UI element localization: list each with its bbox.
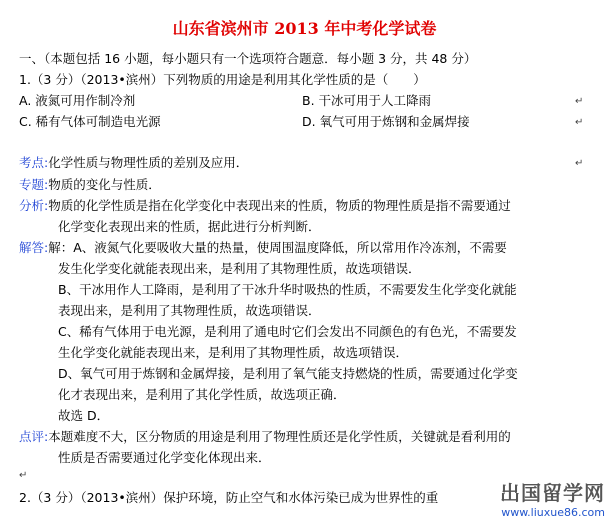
fenxi-row: [19, 198, 511, 214]
document-title: 山东省滨州市 2013 年中考化学试卷: [172, 19, 437, 38]
jieda-label: 解答:: [19, 240, 49, 255]
jieda-row: [19, 240, 507, 256]
fenxi-label: 分析:: [19, 198, 49, 213]
option-b: B. 干冰可用于人工降雨: [302, 93, 432, 108]
zhuanti-row: [19, 177, 161, 193]
jieda-text-8: 化才表现出来，是利用了其化学性质，故选项正确．: [58, 387, 346, 402]
jieda-text-6: 生化学变化就能表现出来，是利用了其物理性质，故选项错误．: [58, 345, 409, 360]
option-c: C. 稀有气体可制造电光源: [19, 114, 161, 129]
kaodian-row: [19, 155, 248, 171]
dianping-text-1: 本题难度不大，区分物质的用途是利用了物理性质还是化学性质，关键就是看利用的: [48, 429, 511, 444]
return-arrow-icon: ↵: [19, 470, 28, 481]
jieda-text-1: 解：A、液氮气化要吸收大量的热量，使周围温度降低，所以常用作冷冻剂，不需要: [48, 240, 507, 255]
jieda-text-7: D、氧气可用于炼钢和金属焊接，是利用了氧气能支持燃烧的性质，需要通过化学变: [58, 366, 518, 381]
question-1-stem: 1.（3 分）（2013•滨州）下列物质的用途是利用其化学性质的是（ ）: [19, 72, 426, 87]
dianping-text-2: 性质是否需要通过化学变化体现出来．: [58, 450, 271, 465]
jieda-text-5: C、稀有气体用于电光源，是利用了通电时它们会发出不同颜色的有色光，不需要发: [58, 324, 517, 339]
watermark-logo-text: 出国留学网: [500, 481, 605, 505]
dianping-row: [19, 429, 511, 445]
jieda-text-4: 表现出来，是利用了其物理性质，故选项错误．: [58, 303, 321, 318]
section-heading: 一、（本题包括 16 小题，每小题只有一个选项符合题意．每小题 3 分，共 48 分）: [19, 51, 477, 66]
watermark-url: www.liuxue86.com: [501, 506, 605, 519]
zhuanti-text: 物质的变化与性质．: [48, 177, 161, 192]
return-arrow-icon: ↵: [575, 117, 584, 128]
option-d: D. 氧气可用于炼钢和金属焊接: [302, 114, 470, 129]
fenxi-text-1: 物质的化学性质是指在化学变化中表现出来的性质，物质的物理性质是指不需要通过: [48, 198, 511, 213]
fenxi-text-2: 化学变化表现出来的性质，据此进行分析判断．: [58, 219, 321, 234]
dianping-label: 点评:: [19, 429, 49, 444]
jieda-text-3: B、干冰用作人工降雨，是利用了干冰升华时吸热的性质，不需要发生化学变化就能: [58, 282, 517, 297]
jieda-text-9: 故选 D．: [58, 408, 110, 423]
kaodian-label: 考点:: [19, 155, 49, 170]
zhuanti-label: 专题:: [19, 177, 49, 192]
site-watermark: [500, 477, 605, 519]
return-arrow-icon: ↵: [575, 158, 584, 169]
jieda-text-2: 发生化学变化就能表现出来，是利用了其物理性质，故选项错误．: [58, 261, 421, 276]
return-arrow-icon: ↵: [575, 96, 584, 107]
kaodian-text: 化学性质与物理性质的差别及应用．: [48, 155, 249, 170]
question-2-stem: 2.（3 分）（2013•滨州）保护环境，防止空气和水体污染已成为世界性的重: [19, 490, 439, 505]
option-a: A. 液氮可用作制冷剂: [19, 93, 136, 108]
